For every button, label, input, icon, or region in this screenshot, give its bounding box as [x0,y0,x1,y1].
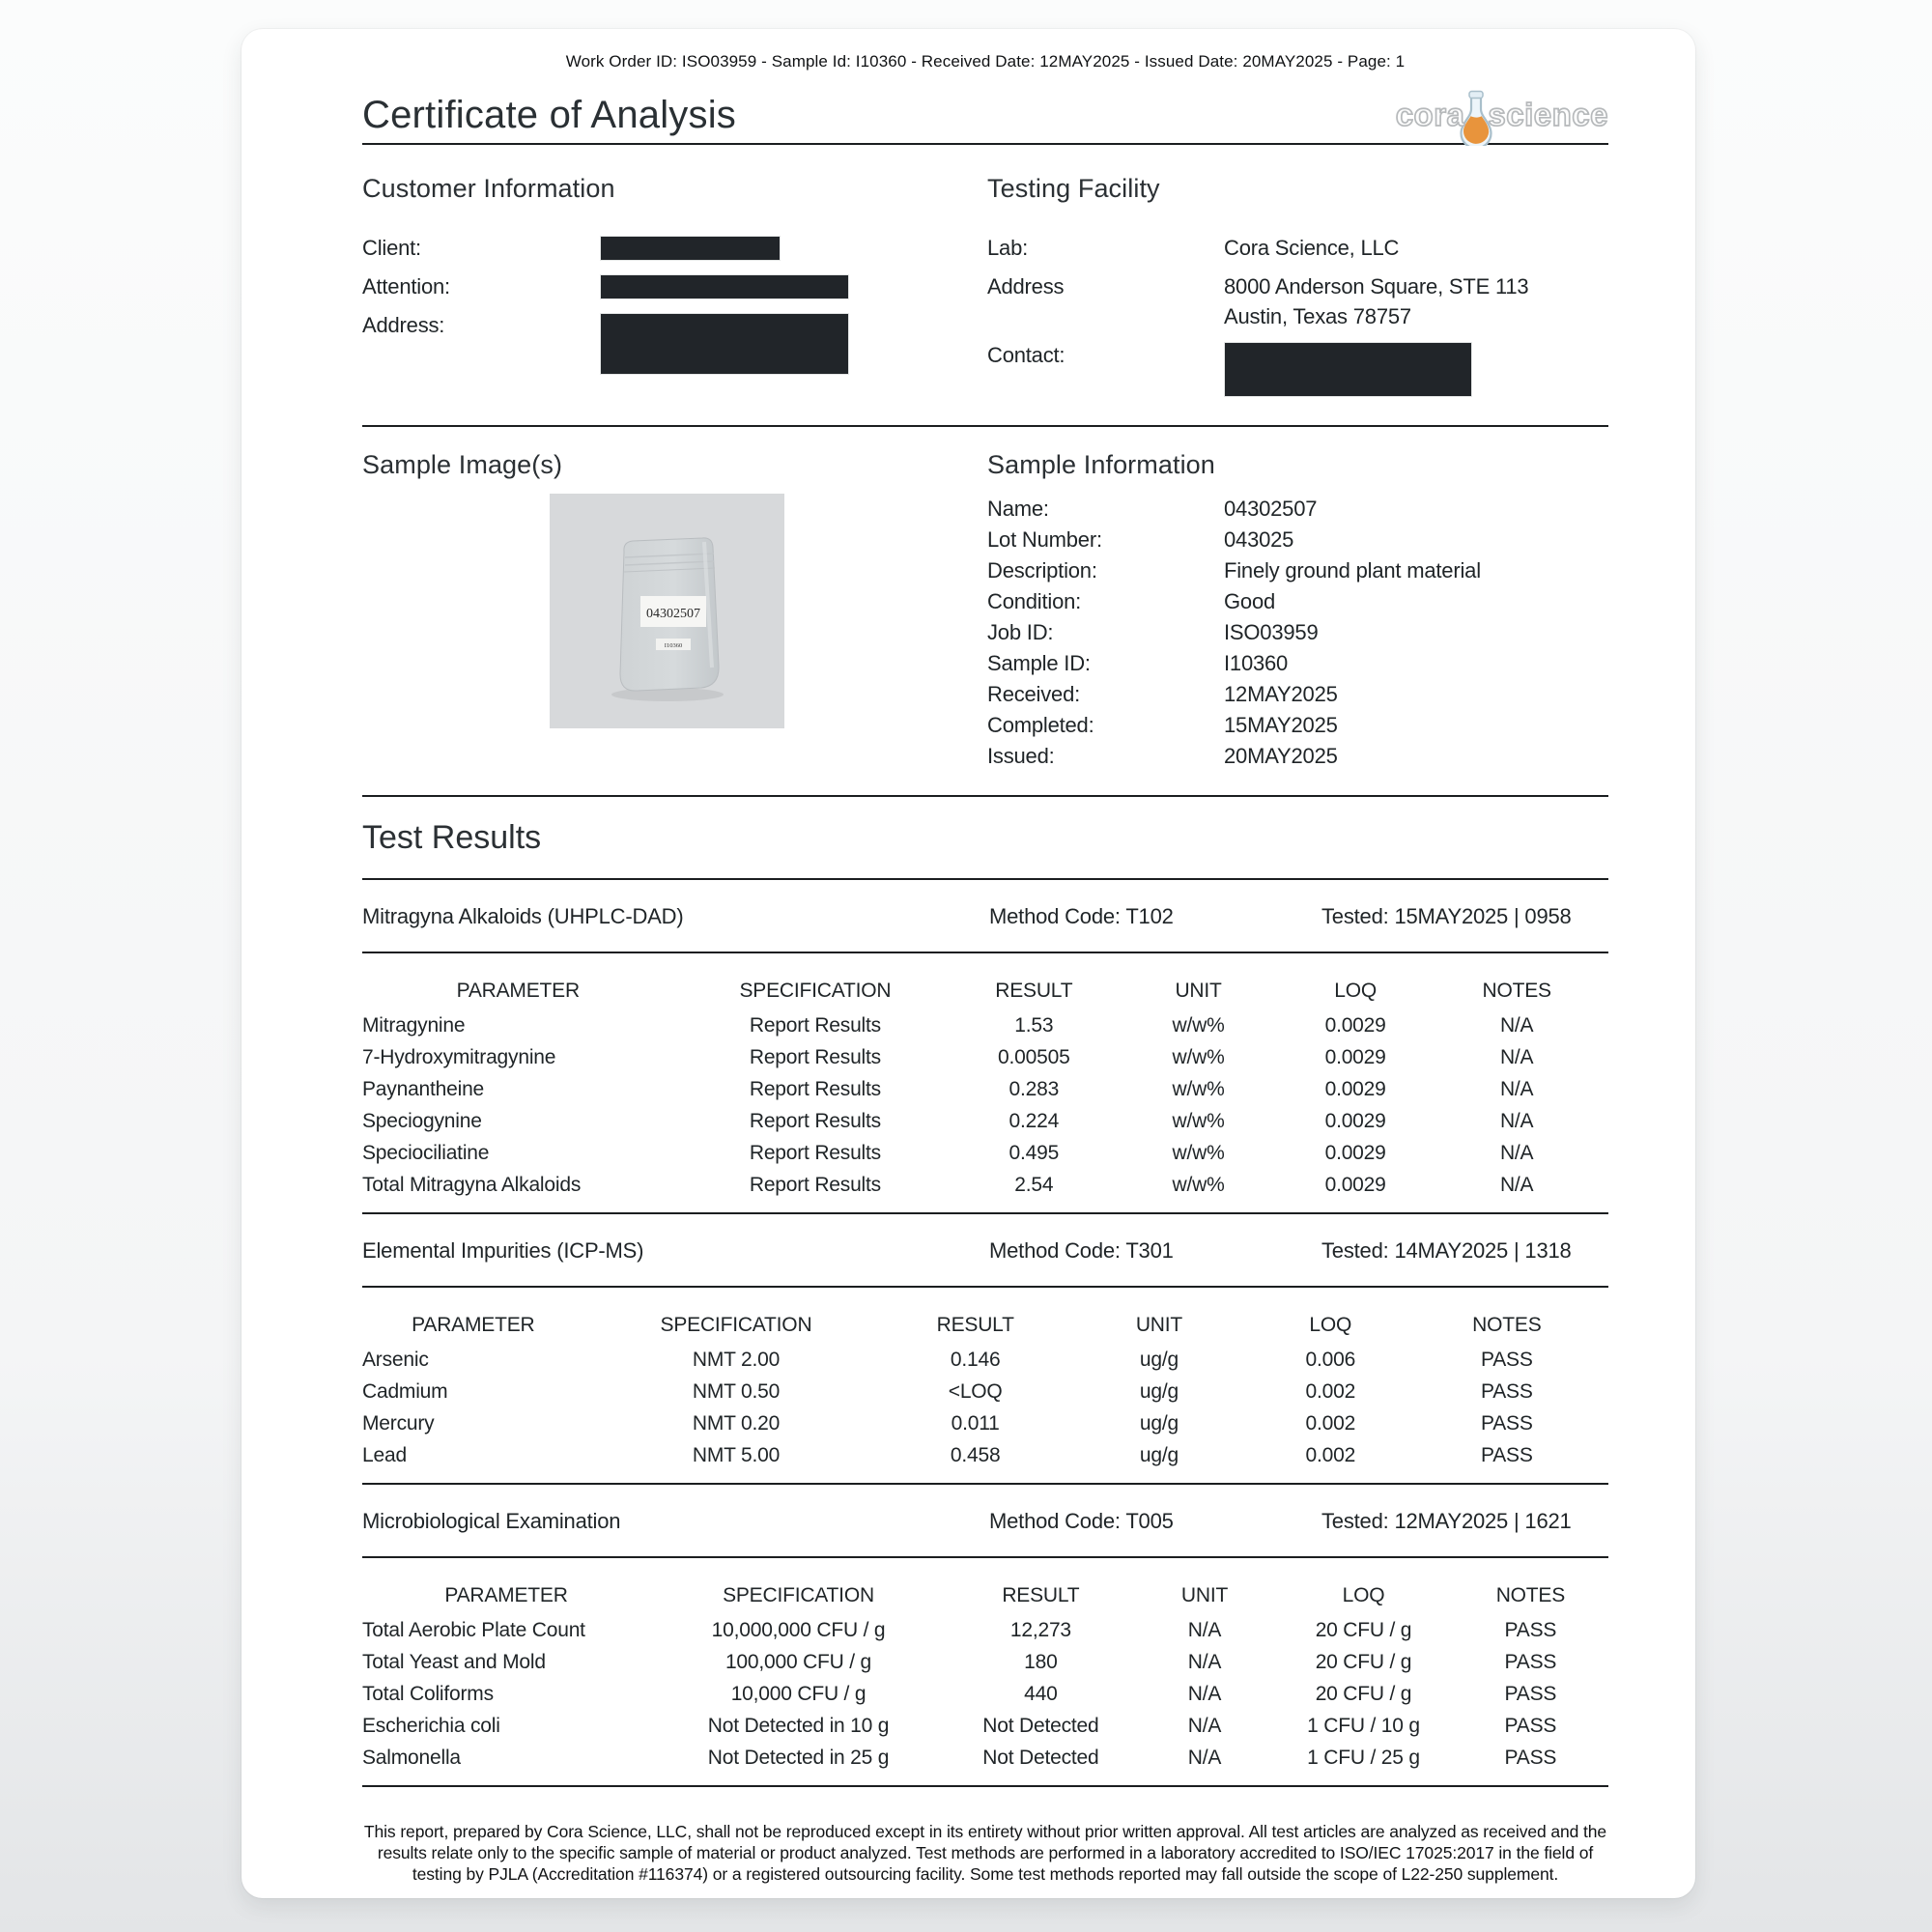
method-code: Method Code: T301 [989,1238,1174,1263]
method-header-microbiological [362,1485,1608,1556]
col-notes: NOTES [1495,1584,1566,1606]
col-parameter: PARAMETER [412,1314,535,1336]
col-parameter: PARAMETER [456,980,580,1002]
col-notes: NOTES [1472,1314,1542,1336]
facility-address-row [987,271,1608,331]
facility-address-line1: 8000 Anderson Square, STE 113 [1224,274,1529,298]
attention-row [362,271,987,301]
sample-info-label: Condition: [987,589,1082,613]
cell-result: 0.458 [950,1443,1001,1466]
sample-info-value: ISO03959 [1224,620,1319,644]
cell-notes: N/A [1499,1109,1534,1132]
redacted-attention-value [600,274,849,299]
cell-notes: PASS [1504,1682,1557,1705]
cell-notes: N/A [1499,1141,1534,1164]
col-result: RESULT [995,980,1073,1002]
cell-parameter: Cadmium [362,1379,448,1403]
contact-row [987,340,1608,397]
sample-info-row [987,494,1608,525]
customer-information-block [362,145,987,406]
cell-specification: Report Results [749,1045,881,1068]
cell-loq: 0.0029 [1324,1173,1386,1196]
cell-loq: 0.0029 [1324,1077,1386,1100]
facility-address-line2: Austin, Texas 78757 [1224,304,1411,328]
col-specification: SPECIFICATION [723,1584,874,1606]
sample-info-row [987,617,1608,648]
col-loq: LOQ [1309,1314,1352,1336]
cell-loq: 0.002 [1305,1411,1356,1435]
sample-info-value: 20MAY2025 [1224,744,1338,768]
cora-science-logo [1396,87,1608,143]
sample-info-row [987,648,1608,679]
redacted-address-value [600,313,849,375]
cell-specification: 10,000,000 CFU / g [711,1618,886,1641]
cell-notes: PASS [1504,1746,1557,1769]
table-row [362,1105,1608,1137]
table-row [362,1376,1608,1407]
pouch-sublabel-text: I10360 [664,642,683,649]
cell-loq: 1 CFU / 25 g [1307,1746,1420,1769]
sample-info-row [987,555,1608,586]
cell-parameter: Mitragynine [362,1013,466,1037]
cell-notes: PASS [1481,1443,1533,1466]
cell-parameter: Lead [362,1443,407,1466]
sample-information-block [987,427,1608,772]
divider [362,1286,1608,1288]
cell-result: 12,273 [1009,1618,1071,1641]
sample-info-row [987,741,1608,772]
document-header-line: Work Order ID: ISO03959 - Sample Id: I10360 - Received Date: 12MAY2025 - Issued Date: 20MAY2025 - Page: 1 [565,52,1406,71]
cell-loq: 20 CFU / g [1315,1618,1412,1641]
method-name: Mitragyna Alkaloids (UHPLC-DAD) [362,904,684,928]
cell-notes: N/A [1499,1173,1534,1196]
cell-loq: 20 CFU / g [1315,1682,1412,1705]
table-row [362,1742,1608,1774]
divider [362,795,1608,797]
cell-loq: 0.0029 [1324,1013,1386,1037]
cell-parameter: Total Aerobic Plate Count [362,1618,585,1641]
cell-notes: PASS [1481,1348,1533,1371]
cell-result: 180 [1024,1650,1058,1673]
cell-parameter: Escherichia coli [362,1714,500,1737]
cell-notes: N/A [1499,1077,1534,1100]
sample-info-label: Job ID: [987,620,1054,644]
table-row [362,1439,1608,1471]
sample-info-value: Finely ground plant material [1224,558,1481,582]
customer-address-label: Address: [362,313,445,337]
microbiological-table [362,1570,1608,1774]
cell-unit: w/w% [1172,1141,1225,1164]
col-unit: UNIT [1175,980,1222,1002]
col-result: RESULT [1002,1584,1080,1606]
sample-info-label: Name: [987,497,1049,521]
cell-specification: NMT 5.00 [692,1443,781,1466]
cell-loq: 1 CFU / 10 g [1307,1714,1420,1737]
sample-section [362,427,1608,795]
divider [362,952,1608,953]
cell-specification: NMT 0.20 [692,1411,781,1435]
cell-unit: N/A [1187,1746,1222,1769]
cell-unit: w/w% [1172,1045,1225,1068]
col-notes: NOTES [1482,980,1551,1002]
cell-notes: PASS [1504,1714,1557,1737]
cell-notes: N/A [1499,1013,1534,1037]
cell-notes: N/A [1499,1045,1534,1068]
cell-result: 0.146 [950,1348,1001,1371]
sample-pouch-image [550,494,784,728]
method-name: Microbiological Examination [362,1509,621,1533]
cell-notes: PASS [1481,1379,1533,1403]
cell-specification: Report Results [749,1077,881,1100]
facility-address-value [1224,271,1608,331]
col-parameter: PARAMETER [444,1584,568,1606]
sample-info-value: 15MAY2025 [1224,713,1338,737]
cell-specification: NMT 0.50 [692,1379,781,1403]
method-tested: Tested: 14MAY2025 | 1318 [1321,1238,1572,1263]
cell-unit: N/A [1187,1682,1222,1705]
divider [362,1556,1608,1558]
facility-address-label: Address [987,274,1065,298]
cell-specification: Not Detected in 25 g [707,1746,890,1769]
elemental-impurities-table [362,1299,1608,1471]
cell-loq: 0.002 [1305,1443,1356,1466]
method-header-mitragyna [362,880,1608,952]
cell-loq: 0.0029 [1324,1109,1386,1132]
col-unit: UNIT [1180,1584,1229,1606]
redacted-contact-value [1224,342,1472,397]
cell-specification: 10,000 CFU / g [730,1682,867,1705]
cell-specification: 100,000 CFU / g [724,1650,872,1673]
cell-notes: PASS [1504,1650,1557,1673]
cell-unit: w/w% [1172,1077,1225,1100]
method-tested: Tested: 12MAY2025 | 1621 [1321,1509,1572,1533]
cell-unit: ug/g [1139,1443,1179,1466]
certificate-document [242,29,1695,1898]
col-specification: SPECIFICATION [660,1314,812,1336]
page-title: Certificate of Analysis [362,93,736,136]
cell-specification: Report Results [749,1141,881,1164]
customer-address-row [362,310,987,375]
logo-word-cora: cora [1395,97,1465,132]
cell-unit: w/w% [1172,1013,1225,1037]
col-loq: LOQ [1342,1584,1385,1606]
sample-info-label: Received: [987,682,1081,706]
cell-result: 0.00505 [998,1045,1070,1068]
cell-specification: Report Results [749,1109,881,1132]
client-label: Client: [362,236,421,260]
disclaimer-text: This report, prepared by Cora Science, LLC, shall not be reproduced except in its entirety without prior written approval. All test articles are analyzed as received and the results relate only to the specific sample of material or product analyzed. Test methods are performed in a laboratory accredited to ISO/IEC 17025:2017 in the field of testing by PJLA (Accreditation #116374) or a registered outsourcing facility. Some test methods reported may fall outside the scope of L22-250 supplement. [363,1822,1607,1884]
sample-info-row [987,525,1608,555]
sample-images-heading: Sample Image(s) [362,450,563,479]
cell-loq: 0.0029 [1324,1141,1386,1164]
cell-parameter: Salmonella [362,1746,461,1769]
table-header-row [362,1299,1608,1344]
cell-parameter: Speciociliatine [362,1141,490,1164]
testing-facility-heading: Testing Facility [987,174,1160,203]
cell-unit: N/A [1187,1650,1222,1673]
cell-result: Not Detected [982,1746,1099,1769]
table-row [362,1009,1608,1041]
sample-info-value: 04302507 [1224,497,1318,521]
method-code: Method Code: T102 [989,904,1174,928]
table-row [362,1137,1608,1169]
cell-unit: w/w% [1172,1173,1225,1196]
contact-label: Contact: [987,343,1065,367]
method-code: Method Code: T005 [989,1509,1174,1533]
col-loq: LOQ [1334,980,1377,1002]
pouch-label-text: 04302507 [646,607,700,621]
cell-parameter: 7-Hydroxymitragynine [362,1045,556,1068]
cell-unit: ug/g [1139,1411,1179,1435]
title-row [362,87,1608,143]
cell-specification: NMT 2.00 [692,1348,781,1371]
table-row [362,1073,1608,1105]
sample-info-row [987,586,1608,617]
table-row [362,1169,1608,1201]
cell-unit: N/A [1187,1618,1222,1641]
sample-information-heading: Sample Information [987,450,1215,479]
cell-result: 0.224 [1009,1109,1060,1132]
cell-result: 0.495 [1009,1141,1060,1164]
cell-specification: Not Detected in 10 g [707,1714,890,1737]
cell-parameter: Arsenic [362,1348,429,1371]
cell-unit: ug/g [1139,1379,1179,1403]
sample-info-value: 043025 [1224,527,1294,552]
customer-facility-section [362,145,1608,425]
col-result: RESULT [936,1314,1014,1336]
lab-label: Lab: [987,236,1029,260]
lab-row [987,233,1608,263]
sample-info-row [987,679,1608,710]
cell-loq: 0.0029 [1324,1045,1386,1068]
cell-result: Not Detected [982,1714,1099,1737]
cell-loq: 0.002 [1305,1379,1356,1403]
test-results-heading: Test Results [362,819,542,856]
table-header-row [362,965,1608,1009]
attention-label: Attention: [362,274,450,298]
table-row [362,1041,1608,1073]
sample-info-label: Completed: [987,713,1094,737]
lab-value: Cora Science, LLC [1224,236,1400,260]
table-row [362,1614,1608,1646]
sample-info-value: Good [1224,589,1276,613]
sample-info-value: 12MAY2025 [1224,682,1338,706]
cell-unit: N/A [1187,1714,1222,1737]
cell-result: <LOQ [948,1379,1003,1403]
sample-info-label: Sample ID: [987,651,1091,675]
method-header-elemental [362,1214,1608,1286]
cell-notes: PASS [1481,1411,1533,1435]
table-row [362,1344,1608,1376]
redacted-client-value [600,236,781,261]
col-unit: UNIT [1135,1314,1183,1336]
cell-parameter: Total Mitragyna Alkaloids [362,1173,582,1196]
cell-unit: ug/g [1139,1348,1179,1371]
sample-info-label: Lot Number: [987,527,1102,552]
table-row [362,1407,1608,1439]
cell-result: 1.53 [1014,1013,1054,1037]
table-header-row [362,1570,1608,1614]
cell-loq: 20 CFU / g [1315,1650,1412,1673]
method-name: Elemental Impurities (ICP-MS) [362,1238,644,1263]
sample-info-label: Description: [987,558,1097,582]
cell-result: 440 [1024,1682,1058,1705]
table-row [362,1710,1608,1742]
logo-word-science: science [1488,97,1608,132]
cell-parameter: Mercury [362,1411,435,1435]
cell-result: 0.011 [951,1411,1000,1435]
method-tested: Tested: 15MAY2025 | 0958 [1321,904,1572,928]
cell-result: 2.54 [1014,1173,1054,1196]
cell-specification: Report Results [749,1173,881,1196]
col-specification: SPECIFICATION [739,980,892,1002]
cell-result: 0.283 [1009,1077,1060,1100]
cell-parameter: Total Coliforms [362,1682,494,1705]
cell-unit: w/w% [1172,1109,1225,1132]
testing-facility-block [987,145,1608,406]
table-row [362,1678,1608,1710]
mitragyna-alkaloids-table [362,965,1608,1201]
sample-info-label: Issued: [987,744,1055,768]
cell-parameter: Paynantheine [362,1077,485,1100]
cell-specification: Report Results [749,1013,881,1037]
divider [362,1785,1608,1787]
table-row [362,1646,1608,1678]
sample-photo [550,494,784,728]
cell-loq: 0.006 [1305,1348,1356,1371]
sample-info-value: I10360 [1224,651,1289,675]
client-row [362,233,987,263]
customer-information-heading: Customer Information [362,174,615,203]
sample-info-row [987,710,1608,741]
cell-parameter: Total Yeast and Mold [362,1650,546,1673]
sample-images-block [362,427,987,772]
cell-parameter: Speciogynine [362,1109,482,1132]
cell-notes: PASS [1504,1618,1557,1641]
